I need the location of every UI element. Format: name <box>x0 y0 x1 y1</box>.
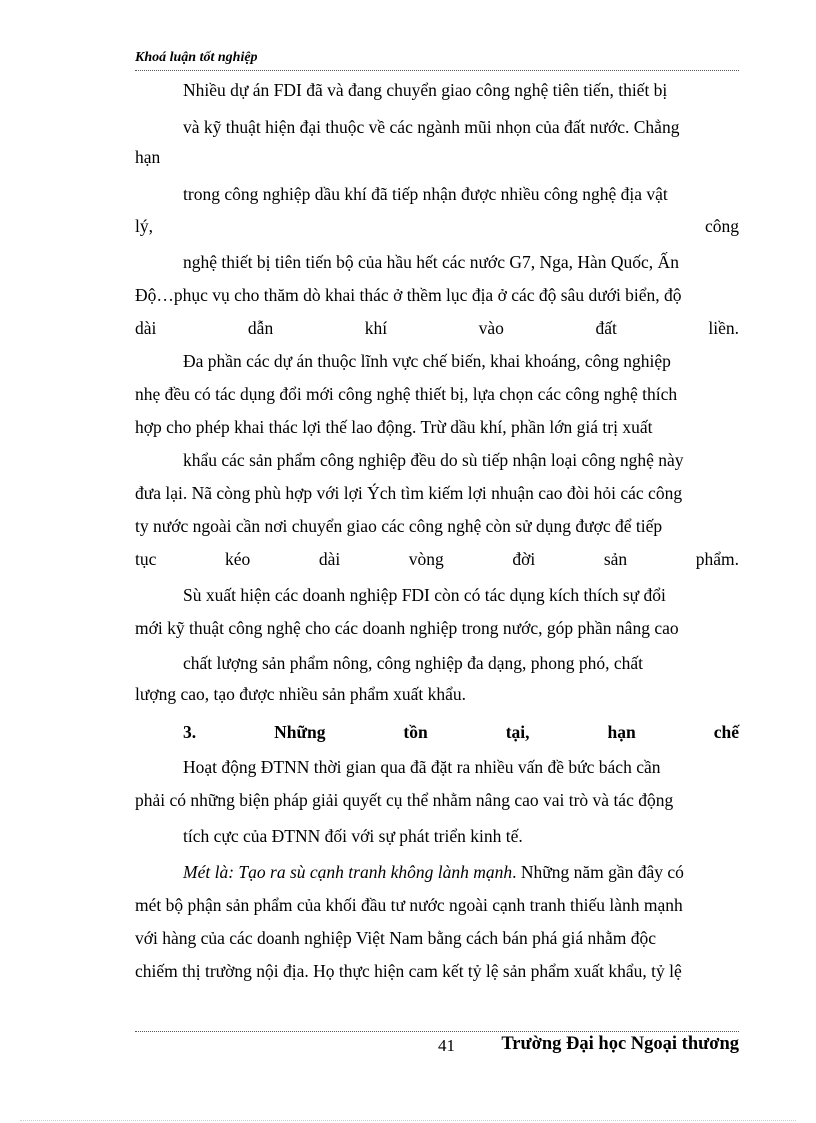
text-line: tích cực của ĐTNN đối với sự phát triển kinh tế. <box>183 826 523 846</box>
word: vào <box>478 318 504 338</box>
word: khí <box>364 318 388 338</box>
word: chế <box>713 722 739 742</box>
text-line: Hoạt động ĐTNN thời gian qua đã đặt ra nhiều vấn đề bức bách cần <box>183 757 661 777</box>
page-number: 41 <box>438 1036 455 1055</box>
text-line: mới kỹ thuật công nghệ cho các doanh nghiệp trong nước, góp phần nâng cao <box>135 618 679 638</box>
text-line <box>135 312 739 345</box>
word: công <box>704 216 739 236</box>
text-line: phải có những biện pháp giải quyết cụ thể nhằm nâng cao vai trò và tác động <box>135 790 674 810</box>
text-line <box>135 856 739 889</box>
word: dẫn <box>247 318 274 338</box>
text-line: khẩu các sản phẩm công nghiệp đều do sù tiếp nhận loại công nghệ này <box>183 450 684 470</box>
word: phẩm. <box>695 549 739 569</box>
text-line: nghệ thiết bị tiên tiến bộ của hầu hết các nước G7, Nga, Hàn Quốc, Ấn <box>183 252 679 272</box>
word: tại, <box>505 722 530 742</box>
word: vòng <box>408 549 444 569</box>
text-line: ty nước ngoài cần nơi chuyển giao các công nghệ còn sử dụng được để tiếp <box>135 516 663 536</box>
text-line: và kỹ thuật hiện đại thuộc về các ngành mũi nhọn của đất nước. Chẳng <box>183 117 680 137</box>
text-line: với hàng của các doanh nghiệp Việt Nam bằng cách bán phá giá nhằm độc <box>135 928 657 948</box>
text-run: . Những năm gần đây có <box>512 862 684 882</box>
header-divider <box>135 70 739 71</box>
italic-lead: Mét là: Tạo ra sù cạnh tranh không lành mạnh <box>183 862 513 882</box>
text-line: đưa lại. Nã còng phù hợp với lợi Ých tìm kiếm lợi nhuận cao đòi hỏi các công <box>135 483 683 503</box>
word: đất <box>595 318 617 338</box>
text-line: hạn <box>135 147 161 167</box>
word: đời <box>512 549 536 569</box>
footer-divider <box>135 1031 739 1032</box>
text-line: mét bộ phận sản phẩm của khối đầu tư nước ngoài cạnh tranh thiếu lành mạnh <box>135 895 683 915</box>
word: kéo <box>224 549 251 569</box>
section-number: 3. <box>183 722 197 742</box>
page-header: Khoá luận tốt nghiệp <box>135 50 258 65</box>
text-line: nhẹ đều có tác dụng đổi mới công nghệ thiết bị, lựa chọn các công nghệ thích <box>135 384 678 404</box>
word: hạn <box>607 722 636 742</box>
word: dài <box>318 549 341 569</box>
word: lý, <box>135 216 153 236</box>
word: Những <box>274 722 326 742</box>
word: dài <box>135 318 157 338</box>
word: liền. <box>708 318 739 338</box>
text-line: chiếm thị trường nội địa. Họ thực hiện cam kết tỷ lệ sản phẩm xuất khẩu, tỷ lệ <box>135 961 682 981</box>
word: tồn <box>403 722 428 742</box>
text-line: Đa phần các dự án thuộc lĩnh vực chế biến, khai khoáng, công nghiệp <box>183 351 671 371</box>
text-line: Nhiều dự án FDI đã và đang chuyển giao công nghệ tiên tiến, thiết bị <box>183 80 668 100</box>
word: sản <box>603 549 628 569</box>
text-line <box>135 543 739 576</box>
text-line: Sù xuất hiện các doanh nghiệp FDI còn có tác dụng kích thích sự đổi <box>183 585 666 605</box>
text-line: chất lượng sản phẩm nông, công nghiệp đa dạng, phong phó, chất <box>183 653 644 673</box>
text-line: Độ…phục vụ cho thăm dò khai thác ở thềm lục địa ở các độ sâu dưới biển, độ <box>135 285 682 305</box>
section-heading <box>135 716 739 749</box>
text-line: trong công nghiệp dầu khí đã tiếp nhận được nhiều công nghệ địa vật <box>183 184 668 204</box>
word: tục <box>135 549 157 569</box>
text-line <box>135 210 739 243</box>
page-bottom-border <box>20 1120 796 1121</box>
text-line: hợp cho phép khai thác lợi thế lao động. Trừ dầu khí, phần lớn giá trị xuất <box>135 417 653 437</box>
text-line: lượng cao, tạo được nhiều sản phẩm xuất khẩu. <box>135 684 467 704</box>
footer-school-name: Trường Đại học Ngoại thương <box>501 1034 739 1054</box>
